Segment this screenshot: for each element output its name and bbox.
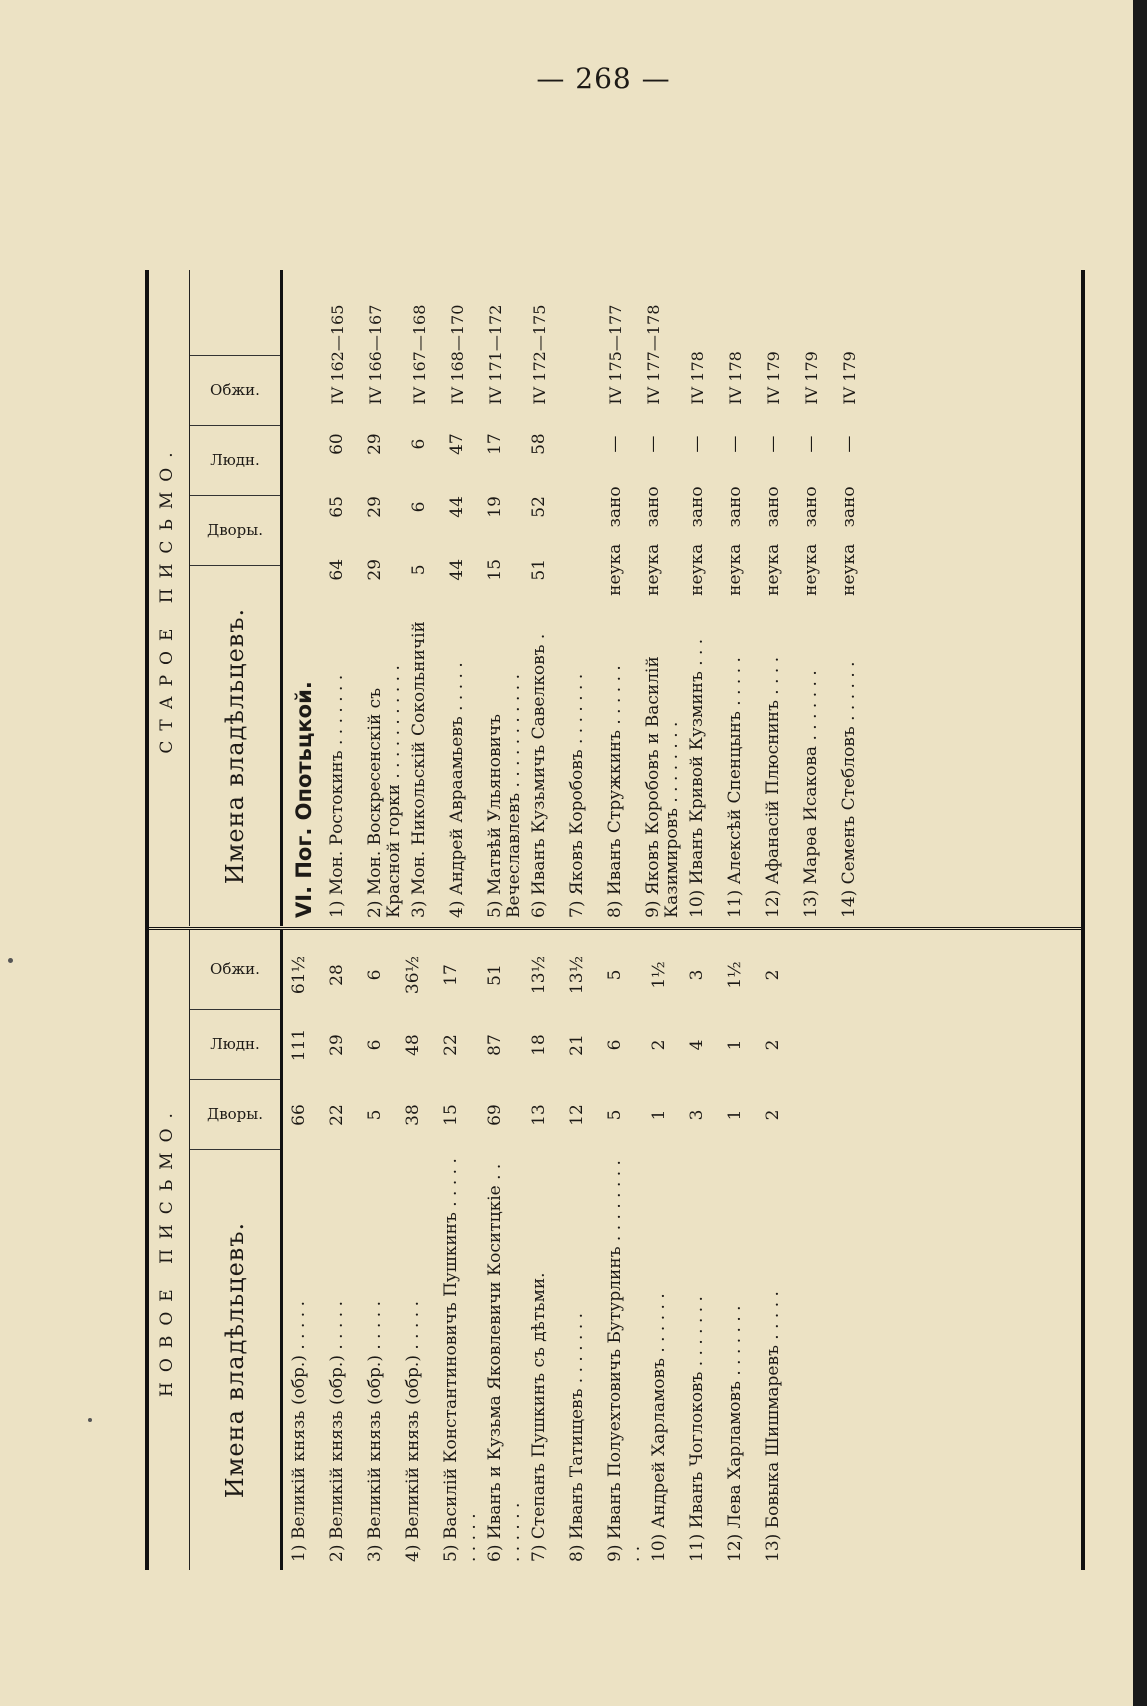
table-row: [322, 930, 360, 1570]
source-reference: IV 168—170: [448, 304, 467, 405]
lyud-count: 4: [687, 1039, 707, 1051]
owner-name: 1) Мон. Ростокинъ . . . . . . .: [327, 674, 347, 918]
dvor-count: 5: [365, 1109, 385, 1121]
owner-name: 4) Великій князь (обр.) . . . . .: [403, 1300, 423, 1562]
lyud-count: зано: [839, 486, 859, 528]
table-frame: [145, 270, 1085, 1570]
table-row: [720, 270, 758, 926]
old-letter-section: [149, 270, 1081, 926]
dvor-count: 1: [725, 1109, 745, 1121]
source-reference: IV 171—172: [486, 304, 505, 405]
dvor-count: неука: [687, 543, 707, 596]
dvor-count: 15: [441, 1104, 461, 1126]
owner-name: 8) Иванъ Татищевъ . . . . . . .: [567, 1312, 587, 1562]
source-reference: IV 167—168: [410, 304, 429, 405]
lyud-count: 48: [403, 1034, 423, 1056]
lyud-count: 52: [529, 496, 549, 518]
old-col-obzh: Обжи.: [190, 355, 280, 426]
lyud-count: 18: [529, 1034, 549, 1056]
owner-name: 13) Бовыка Шишмаревъ . . . . .: [763, 1291, 783, 1562]
source-reference: IV 179: [802, 351, 821, 405]
lyud-count: зано: [687, 486, 707, 528]
dvor-count: неука: [643, 543, 663, 596]
dvor-count: 15: [485, 558, 505, 581]
lyud-count: зано: [605, 486, 625, 528]
old-letter-header: СТАРОЕ ПИСЬМО.: [157, 442, 177, 754]
paper-speck: [88, 1418, 92, 1422]
dvor-count: неука: [801, 543, 821, 596]
dvor-count: 51: [529, 558, 549, 581]
lyud-count: 6: [409, 501, 429, 513]
lyud-count: 111: [289, 1028, 309, 1062]
page-number: — 268 —: [536, 62, 671, 95]
obzh-count: 3: [687, 969, 707, 981]
table-row: [480, 930, 524, 1570]
owner-name: 10) Иванъ Кривой Кузминъ . . .: [687, 638, 707, 918]
old-column-headers: [189, 270, 283, 926]
table-row: [524, 270, 562, 926]
lyud-count: 65: [327, 496, 347, 518]
obzh-count: —: [687, 435, 707, 453]
dvor-count: неука: [605, 543, 625, 596]
obzh-count: 29: [365, 433, 385, 455]
owner-name: 12) Афанасій Плюснинъ . . . .: [763, 656, 783, 918]
obzh-count: —: [839, 435, 859, 453]
table-row: [524, 930, 562, 1570]
lyud-count: 87: [485, 1034, 505, 1056]
source-reference: IV 178: [726, 351, 745, 405]
new-col-names: Имена владѣльцевъ.: [221, 1221, 249, 1499]
lyud-count: 29: [365, 496, 385, 518]
lyud-count: зано: [643, 486, 663, 528]
owner-name: 10) Андрей Харламовъ . . . . . .: [649, 1293, 669, 1562]
dvor-count: 22: [327, 1104, 347, 1126]
lyud-count: 22: [441, 1034, 461, 1056]
owner-name: 9) Иванъ Полуехтовичъ Бутурлинъ . . . . . . . . . .: [605, 1160, 644, 1562]
obzh-count: —: [725, 435, 745, 453]
table-row: [758, 270, 796, 926]
source-reference: IV 179: [764, 351, 783, 405]
new-letter-header: НОВОЕ ПИСЬМО.: [157, 1103, 177, 1397]
owner-name: 7) Яковъ Коробовъ . . . . . . .: [567, 673, 587, 918]
owner-name: 3) Мон. Никольскій Сокольничій: [409, 621, 429, 918]
owner-name: 2) Мон. Воскресенскій съ Красной горки . . . . . . . . . . .: [365, 665, 404, 918]
owner-name: 9) Яковъ Коробовъ и Василій Казимировъ . . . . . . . .: [643, 656, 682, 918]
owner-name: 4) Андрей Авраамьевъ . . . . .: [447, 662, 467, 918]
table-row: [284, 930, 322, 1570]
owner-name: 1) Великій князь (обр.) . . . . .: [289, 1300, 309, 1562]
source-reference: IV 172—175: [530, 304, 549, 405]
old-col-ref: [190, 269, 280, 356]
table-row: [360, 930, 398, 1570]
owner-name: 5) Матвѣй Ульяновичъ Вечеславлевъ . . . . . . . . . . .: [485, 673, 524, 918]
dvor-count: 1: [649, 1109, 669, 1121]
old-col-names: Имена владѣльцевъ.: [221, 607, 249, 885]
source-reference: IV 175—177: [606, 304, 625, 405]
obzh-count: 28: [327, 964, 347, 986]
new-column-headers: [189, 930, 283, 1570]
old-rows: [284, 270, 1081, 926]
new-letter-section: [149, 927, 1081, 1570]
table-row: [360, 270, 404, 926]
table-row: [404, 270, 442, 926]
table-row: [796, 270, 834, 926]
lyud-count: 29: [327, 1034, 347, 1056]
source-reference: IV 166—167: [366, 304, 385, 405]
obzh-count: 51: [485, 964, 505, 986]
dvor-count: неука: [839, 543, 859, 596]
old-col-dvor: Дворы.: [190, 495, 280, 566]
new-col-lyud: Людн.: [190, 1009, 280, 1080]
lyud-count: 44: [447, 496, 467, 518]
obzh-count: —: [763, 435, 783, 453]
dvor-count: 3: [687, 1109, 707, 1121]
owner-name: 6) Иванъ и Кузьма Яковлевичи Коситцкіе . . . . . . . .: [485, 1163, 524, 1562]
owner-name: 11) Алексѣй Спенцынъ . . . . .: [725, 657, 745, 918]
dvor-count: 12: [567, 1104, 587, 1126]
obzh-count: 6: [365, 969, 385, 981]
lyud-count: 21: [567, 1034, 587, 1056]
dvor-count: 64: [327, 558, 347, 581]
section-title: VI. Пог. Опотьцкой.: [292, 681, 316, 918]
obzh-count: 17: [441, 964, 461, 986]
obzh-count: 60: [327, 433, 347, 455]
lyud-count: 2: [763, 1039, 783, 1051]
table-row: [638, 270, 682, 926]
obzh-count: —: [801, 435, 821, 453]
table-row: [644, 930, 682, 1570]
dvor-count: 5: [409, 564, 429, 576]
owner-name: 11) Иванъ Чоглоковъ . . . . . . .: [687, 1296, 707, 1562]
lyud-count: 2: [649, 1039, 669, 1051]
table-row: [562, 930, 600, 1570]
obzh-count: 1½: [725, 961, 745, 989]
owner-name: 14) Семенъ Стебловъ . . . . . .: [839, 661, 859, 918]
source-reference: IV 179: [840, 351, 859, 405]
table-row: [720, 930, 758, 1570]
dvor-count: неука: [763, 543, 783, 596]
owner-name: 7) Степанъ Пушкинъ съ дѣтьми.: [529, 1272, 549, 1562]
dvor-count: 66: [289, 1104, 309, 1126]
table-row: [562, 270, 600, 926]
lyud-count: зано: [801, 486, 821, 528]
table-row: [398, 930, 436, 1570]
table-row: [682, 930, 720, 1570]
lyud-count: 1: [725, 1039, 745, 1051]
owner-name: 3) Великій князь (обр.) . . . . .: [365, 1300, 385, 1562]
obzh-count: 13½: [567, 955, 587, 995]
dvor-count: неука: [725, 543, 745, 596]
rotated-table: [135, 260, 1095, 1580]
table-row: [442, 270, 480, 926]
rotated-table-area: [135, 125, 1130, 1580]
obzh-count: —: [643, 435, 663, 453]
obzh-count: 1½: [649, 961, 669, 989]
owner-name: 6) Иванъ Кузьмичъ Савелковъ .: [529, 633, 549, 918]
dvor-count: 29: [365, 558, 385, 581]
old-col-lyud: Людн.: [190, 425, 280, 496]
table-row: [682, 270, 720, 926]
owner-name: 8) Иванъ Стружкинъ . . . . . .: [605, 665, 625, 918]
lyud-count: зано: [725, 486, 745, 528]
new-col-obzh: Обжи.: [190, 929, 280, 1010]
dvor-count: 69: [485, 1104, 505, 1126]
table-row: [480, 270, 524, 926]
source-reference: IV 178: [688, 351, 707, 405]
new-col-dvor: Дворы.: [190, 1079, 280, 1150]
table-row: [834, 270, 872, 926]
obzh-count: 36½: [403, 955, 423, 995]
obzh-count: 5: [605, 969, 625, 981]
new-rows: [284, 930, 1081, 1570]
source-reference: IV 177—178: [644, 304, 663, 405]
table-row: [758, 930, 796, 1570]
owner-name: 13) Марѳа Исакова . . . . . . .: [801, 670, 821, 918]
table-row: [600, 930, 644, 1570]
dvor-count: 38: [403, 1104, 423, 1126]
owner-name: 2) Великій князь (обр.) . . . . .: [327, 1300, 347, 1562]
obzh-count: 13½: [529, 955, 549, 995]
obzh-count: —: [605, 435, 625, 453]
table-row: [600, 270, 638, 926]
lyud-count: зано: [763, 486, 783, 528]
source-reference: IV 162—165: [328, 304, 347, 405]
binding-edge: [1133, 0, 1147, 1706]
table-row: [436, 930, 480, 1570]
dvor-count: 44: [447, 558, 467, 581]
dvor-count: 2: [763, 1109, 783, 1121]
owner-name: 12) Лева Харламовъ . . . . . . .: [725, 1305, 745, 1562]
obzh-count: 47: [447, 433, 467, 455]
table-row: [322, 270, 360, 926]
obzh-count: 2: [763, 969, 783, 981]
dvor-count: 13: [529, 1104, 549, 1126]
lyud-count: 6: [365, 1039, 385, 1051]
obzh-count: 61½: [289, 955, 309, 995]
paper-speck: [8, 958, 13, 963]
owner-name: 5) Василій Константиновичъ Пушкинъ . . . . . . . . . .: [441, 1158, 480, 1562]
obzh-count: 17: [485, 433, 505, 455]
obzh-count: 58: [529, 433, 549, 455]
dvor-count: 5: [605, 1109, 625, 1121]
lyud-count: 6: [605, 1039, 625, 1051]
obzh-count: 6: [409, 438, 429, 450]
lyud-count: 19: [485, 496, 505, 518]
